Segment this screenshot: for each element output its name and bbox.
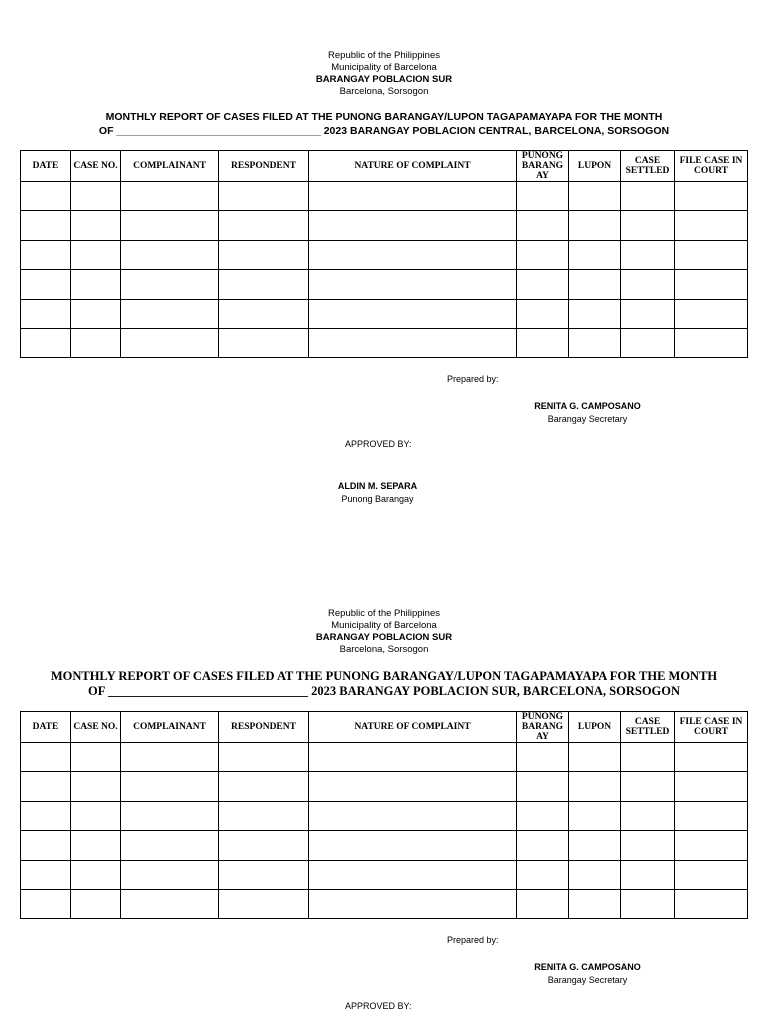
col-header-punong-barangay: PUNONG BARANG AY <box>517 151 569 182</box>
table-cell[interactable] <box>569 743 621 772</box>
table-cell[interactable] <box>71 299 121 328</box>
col-header-respondent: RESPONDENT <box>219 712 309 743</box>
table-cell[interactable] <box>517 860 569 889</box>
table-cell[interactable] <box>569 801 621 830</box>
table-cell[interactable] <box>309 182 517 211</box>
table-cell[interactable] <box>675 860 748 889</box>
table-cell[interactable] <box>621 889 675 918</box>
table-cell[interactable] <box>71 860 121 889</box>
form1-title-line1: MONTHLY REPORT OF CASES FILED AT THE PUNONG BARANGAY/LUPON TAGAPAMAYAPA FOR THE MONTH <box>105 111 663 123</box>
table-cell[interactable] <box>675 240 748 269</box>
table-cell[interactable] <box>71 831 121 860</box>
col-header-date: DATE <box>21 712 71 743</box>
table-row <box>21 801 748 830</box>
table-cell[interactable] <box>71 211 121 240</box>
form2-title <box>0 669 768 699</box>
form1-letterhead <box>0 50 768 98</box>
table-cell[interactable] <box>121 240 219 269</box>
col-header-nature: NATURE OF COMPLAINT <box>309 151 517 182</box>
table-cell[interactable] <box>121 860 219 889</box>
form1-cases-table <box>20 150 748 358</box>
table-cell[interactable] <box>621 743 675 772</box>
col-header-case-settled: CASE SETTLED <box>621 151 675 182</box>
table-row <box>21 328 748 357</box>
table-cell[interactable] <box>219 182 309 211</box>
table-cell[interactable] <box>309 889 517 918</box>
table-cell[interactable] <box>121 182 219 211</box>
table-cell[interactable] <box>219 889 309 918</box>
table-row <box>21 211 748 240</box>
form2-title-line2: OF ________________________________ 2023 BARANGAY POBLACION SUR, BARCELONA, SORSOGON <box>87 684 681 698</box>
table-cell[interactable] <box>121 743 219 772</box>
table-cell[interactable] <box>621 772 675 801</box>
republic-line: Republic of the Philippines <box>328 608 440 619</box>
barangay-line: BARANGAY POBLACION SUR <box>315 632 453 643</box>
table-cell[interactable] <box>675 889 748 918</box>
table-cell[interactable] <box>21 889 71 918</box>
table-cell[interactable] <box>621 299 675 328</box>
table-cell[interactable] <box>675 831 748 860</box>
form2-prepared-by-label: Prepared by: <box>447 935 499 945</box>
col-header-date: DATE <box>21 151 71 182</box>
table-cell[interactable] <box>219 299 309 328</box>
form2-secretary-signature <box>500 961 675 987</box>
table-cell[interactable] <box>569 328 621 357</box>
table-cell[interactable] <box>71 772 121 801</box>
secretary-name: RENITA G. CAMPOSANO <box>534 962 641 972</box>
table-row <box>21 860 748 889</box>
table-cell[interactable] <box>517 889 569 918</box>
table-cell[interactable] <box>517 831 569 860</box>
table-cell[interactable] <box>21 801 71 830</box>
table-cell[interactable] <box>621 801 675 830</box>
table-row <box>21 240 748 269</box>
table-cell[interactable] <box>675 743 748 772</box>
table-cell[interactable] <box>71 270 121 299</box>
table-cell[interactable] <box>21 743 71 772</box>
table-cell[interactable] <box>569 889 621 918</box>
table-cell[interactable] <box>121 211 219 240</box>
table-cell[interactable] <box>517 743 569 772</box>
table-cell[interactable] <box>219 211 309 240</box>
col-header-lupon: LUPON <box>569 712 621 743</box>
captain-name: ALDIN M. SEPARA <box>337 481 418 491</box>
col-header-case-settled: CASE SETTLED <box>621 712 675 743</box>
barangay-line: BARANGAY POBLACION SUR <box>315 74 453 85</box>
table-cell[interactable] <box>309 270 517 299</box>
col-header-complainant: COMPLAINANT <box>121 712 219 743</box>
table-row <box>21 831 748 860</box>
col-header-file-case: FILE CASE IN COURT <box>675 151 748 182</box>
table-cell[interactable] <box>21 240 71 269</box>
table-cell[interactable] <box>517 211 569 240</box>
captain-title: Punong Barangay <box>341 494 414 504</box>
table-cell[interactable] <box>309 299 517 328</box>
table-cell[interactable] <box>309 772 517 801</box>
secretary-title: Barangay Secretary <box>547 414 628 424</box>
table-cell[interactable] <box>21 831 71 860</box>
municipality-line: Municipality of Barcelona <box>331 620 437 631</box>
table-cell[interactable] <box>621 240 675 269</box>
table-cell[interactable] <box>219 801 309 830</box>
form2-title-line1: MONTHLY REPORT OF CASES FILED AT THE PUNONG BARANGAY/LUPON TAGAPAMAYAPA FOR THE MONTH <box>50 669 718 683</box>
table-cell[interactable] <box>675 328 748 357</box>
table-cell[interactable] <box>675 801 748 830</box>
table-cell[interactable] <box>21 328 71 357</box>
table-cell[interactable] <box>219 860 309 889</box>
table-row <box>21 743 748 772</box>
table-cell[interactable] <box>309 328 517 357</box>
form1-title <box>0 110 768 138</box>
col-header-case-no: CASE NO. <box>71 712 121 743</box>
table-cell[interactable] <box>621 328 675 357</box>
table-row <box>21 889 748 918</box>
table-cell[interactable] <box>71 743 121 772</box>
table-cell[interactable] <box>219 772 309 801</box>
table-cell[interactable] <box>21 270 71 299</box>
municipality-line: Municipality of Barcelona <box>331 62 437 73</box>
table-cell[interactable] <box>675 182 748 211</box>
table-cell[interactable] <box>71 328 121 357</box>
table-cell[interactable] <box>517 328 569 357</box>
table-cell[interactable] <box>309 860 517 889</box>
table-cell[interactable] <box>569 772 621 801</box>
col-header-case-no: CASE NO. <box>71 151 121 182</box>
table-cell[interactable] <box>71 182 121 211</box>
table-cell[interactable] <box>121 772 219 801</box>
form2-approved-by-label: APPROVED BY: <box>345 1001 412 1011</box>
table-row <box>21 772 748 801</box>
table-cell[interactable] <box>21 860 71 889</box>
table-cell[interactable] <box>21 182 71 211</box>
form1-secretary-signature <box>500 400 675 426</box>
table-cell[interactable] <box>621 860 675 889</box>
table-cell[interactable] <box>621 831 675 860</box>
form1-prepared-by-label: Prepared by: <box>447 374 499 384</box>
table-cell[interactable] <box>621 211 675 240</box>
table-cell[interactable] <box>569 860 621 889</box>
table-cell[interactable] <box>675 772 748 801</box>
col-header-punong-barangay: PUNONG BARANG AY <box>517 712 569 743</box>
table-cell[interactable] <box>517 299 569 328</box>
form1-captain-signature <box>300 480 455 506</box>
table-row <box>21 299 748 328</box>
form1-approved-by-label: APPROVED BY: <box>345 439 412 449</box>
table-cell[interactable] <box>219 831 309 860</box>
table-cell[interactable] <box>309 831 517 860</box>
table-cell[interactable] <box>121 801 219 830</box>
form2-cases-table <box>20 711 748 919</box>
table-cell[interactable] <box>71 801 121 830</box>
republic-line: Republic of the Philippines <box>328 50 440 61</box>
table-cell[interactable] <box>675 270 748 299</box>
province-line: Barcelona, Sorsogon <box>339 86 429 97</box>
secretary-name: RENITA G. CAMPOSANO <box>534 401 641 411</box>
table-row <box>21 270 748 299</box>
table-cell[interactable] <box>569 211 621 240</box>
col-header-respondent: RESPONDENT <box>219 151 309 182</box>
col-header-nature: NATURE OF COMPLAINT <box>309 712 517 743</box>
table-cell[interactable] <box>569 299 621 328</box>
table-cell[interactable] <box>21 299 71 328</box>
province-line: Barcelona, Sorsogon <box>339 644 429 655</box>
table-cell[interactable] <box>71 240 121 269</box>
table-cell[interactable] <box>517 801 569 830</box>
table-cell[interactable] <box>121 270 219 299</box>
table-cell[interactable] <box>219 328 309 357</box>
table-cell[interactable] <box>219 743 309 772</box>
table-cell[interactable] <box>517 240 569 269</box>
table-cell[interactable] <box>675 299 748 328</box>
secretary-title: Barangay Secretary <box>547 975 628 985</box>
table-cell[interactable] <box>569 831 621 860</box>
table-cell[interactable] <box>309 743 517 772</box>
table-cell[interactable] <box>517 182 569 211</box>
table-cell[interactable] <box>517 270 569 299</box>
table-cell[interactable] <box>569 182 621 211</box>
table-cell[interactable] <box>121 831 219 860</box>
table-cell[interactable] <box>309 801 517 830</box>
table-cell[interactable] <box>621 270 675 299</box>
table-cell[interactable] <box>517 772 569 801</box>
table-cell[interactable] <box>309 240 517 269</box>
table-header-row <box>21 712 748 743</box>
form2-letterhead <box>0 608 768 656</box>
table-row <box>21 182 748 211</box>
table-cell[interactable] <box>219 240 309 269</box>
table-cell[interactable] <box>121 328 219 357</box>
table-cell[interactable] <box>621 182 675 211</box>
table-cell[interactable] <box>21 772 71 801</box>
table-cell[interactable] <box>309 211 517 240</box>
table-cell[interactable] <box>219 270 309 299</box>
table-cell[interactable] <box>121 299 219 328</box>
col-header-lupon: LUPON <box>569 151 621 182</box>
table-header-row <box>21 151 748 182</box>
col-header-complainant: COMPLAINANT <box>121 151 219 182</box>
table-cell[interactable] <box>675 211 748 240</box>
table-cell[interactable] <box>21 211 71 240</box>
table-cell[interactable] <box>71 889 121 918</box>
form1-title-line2: OF ___________________________________ 2023 BARANGAY POBLACION CENTRAL, BARCELONA, SORSOGON <box>98 125 670 137</box>
table-cell[interactable] <box>121 889 219 918</box>
col-header-file-case: FILE CASE IN COURT <box>675 712 748 743</box>
table-cell[interactable] <box>569 240 621 269</box>
table-cell[interactable] <box>569 270 621 299</box>
